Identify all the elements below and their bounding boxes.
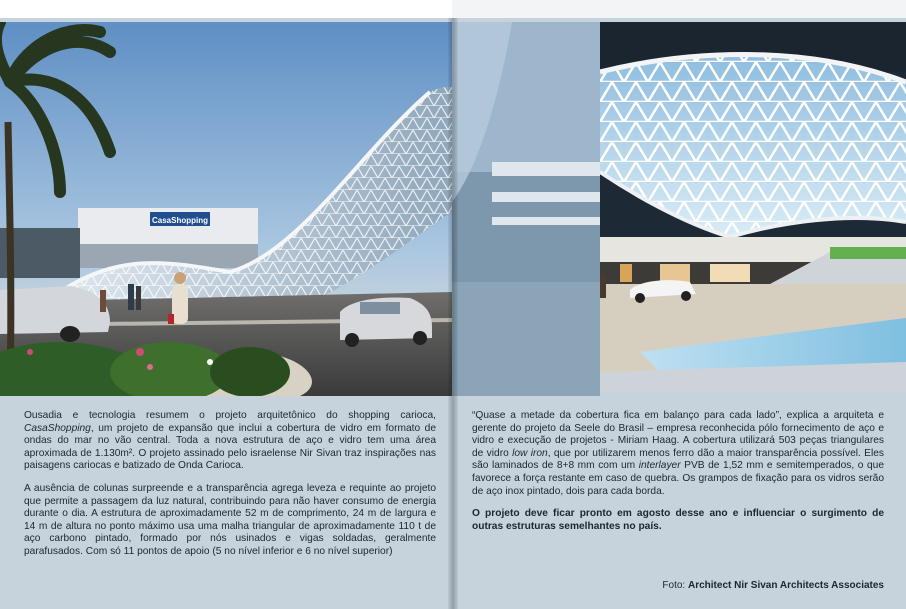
right-paragraph-2: O projeto deve ficar pronto em agosto desse ano e influenciar o surgimento de outras estruturas semelhantes no país. — [472, 508, 884, 532]
left-p1-part-a: Ousadia e tecnologia resumem o projeto arquitetônico do shopping carioca, — [24, 410, 436, 421]
right-p1-part-b: , que por utilizarem menos ferro dão a maior transparência possível. Eles são laminados de 8+8 mm com um — [472, 447, 885, 472]
right-text-column — [472, 410, 884, 543]
photo-credit — [662, 580, 884, 591]
right-p1-italic-2: interlayer — [638, 460, 681, 472]
left-paragraph-2: A ausência de colunas surpreende e a transparência agrega leveza e requinte ao projeto que permite a passagem da luz natural, contribuindo para não haver consumo de energia durante o dia. A estrutura de aproximadamente 52 m de comprimento, 24 m de largura e 14 m de altura no ponto máximo usa uma malha triangular de aproximadamente 110 t de aço carbono pintado, formado por nós usinados e vigas soldadas, geralmente parafusados. Com só 11 pontos de apoio (5 no nível inferior e 6 no nível superior) — [24, 482, 436, 557]
right-p1-part-c: PVB de 1,52 mm e semitemperados, o que favorece a força restante em caso de quebra. Os grampos de fixação para os vidros serão de aço inox pintado, dois para cada borda. — [472, 460, 884, 497]
left-p1-italic: CasaShopping — [24, 422, 91, 434]
credit-name: Architect Nir Sivan Architects Associates — [687, 580, 884, 591]
credit-prefix: Foto: — [662, 580, 688, 591]
page-gutter — [448, 18, 458, 609]
right-paragraph-1 — [472, 410, 884, 498]
right-overlay-building — [452, 22, 600, 396]
right-photo-canopy-interior — [600, 22, 906, 392]
left-p1-part-b: , um projeto de expansão que inclui a cobertura de vidro em formato de ondas do mar no vão central. Toda a nova estrutura de aço e vidro tem uma área aproximada de 1.130m². O projeto assinado pelo israelense Nir Sivan traz inspirações nas paisagens cariocas e batizado de Onda Carioca. — [24, 422, 436, 472]
left-paragraph-1 — [24, 410, 436, 473]
left-photo-mall-exterior — [0, 22, 452, 396]
right-page — [452, 18, 906, 609]
right-p1-part-a: “Quase a metade da cobertura fica em balanço para cada lado”, explica a arquiteta e gerente do projeto da Seele do Brasil – empresa reconhecida pólo fornecimento de aço e vidro e execução de projetos - Miriam Haag. A cobertura utilizará 503 peças triangulares de vidro — [472, 410, 884, 459]
mall-sign: CasaShopping — [151, 216, 209, 225]
left-text-column — [24, 410, 436, 569]
left-page — [0, 18, 452, 609]
right-p1-italic-1: low iron — [512, 447, 548, 459]
